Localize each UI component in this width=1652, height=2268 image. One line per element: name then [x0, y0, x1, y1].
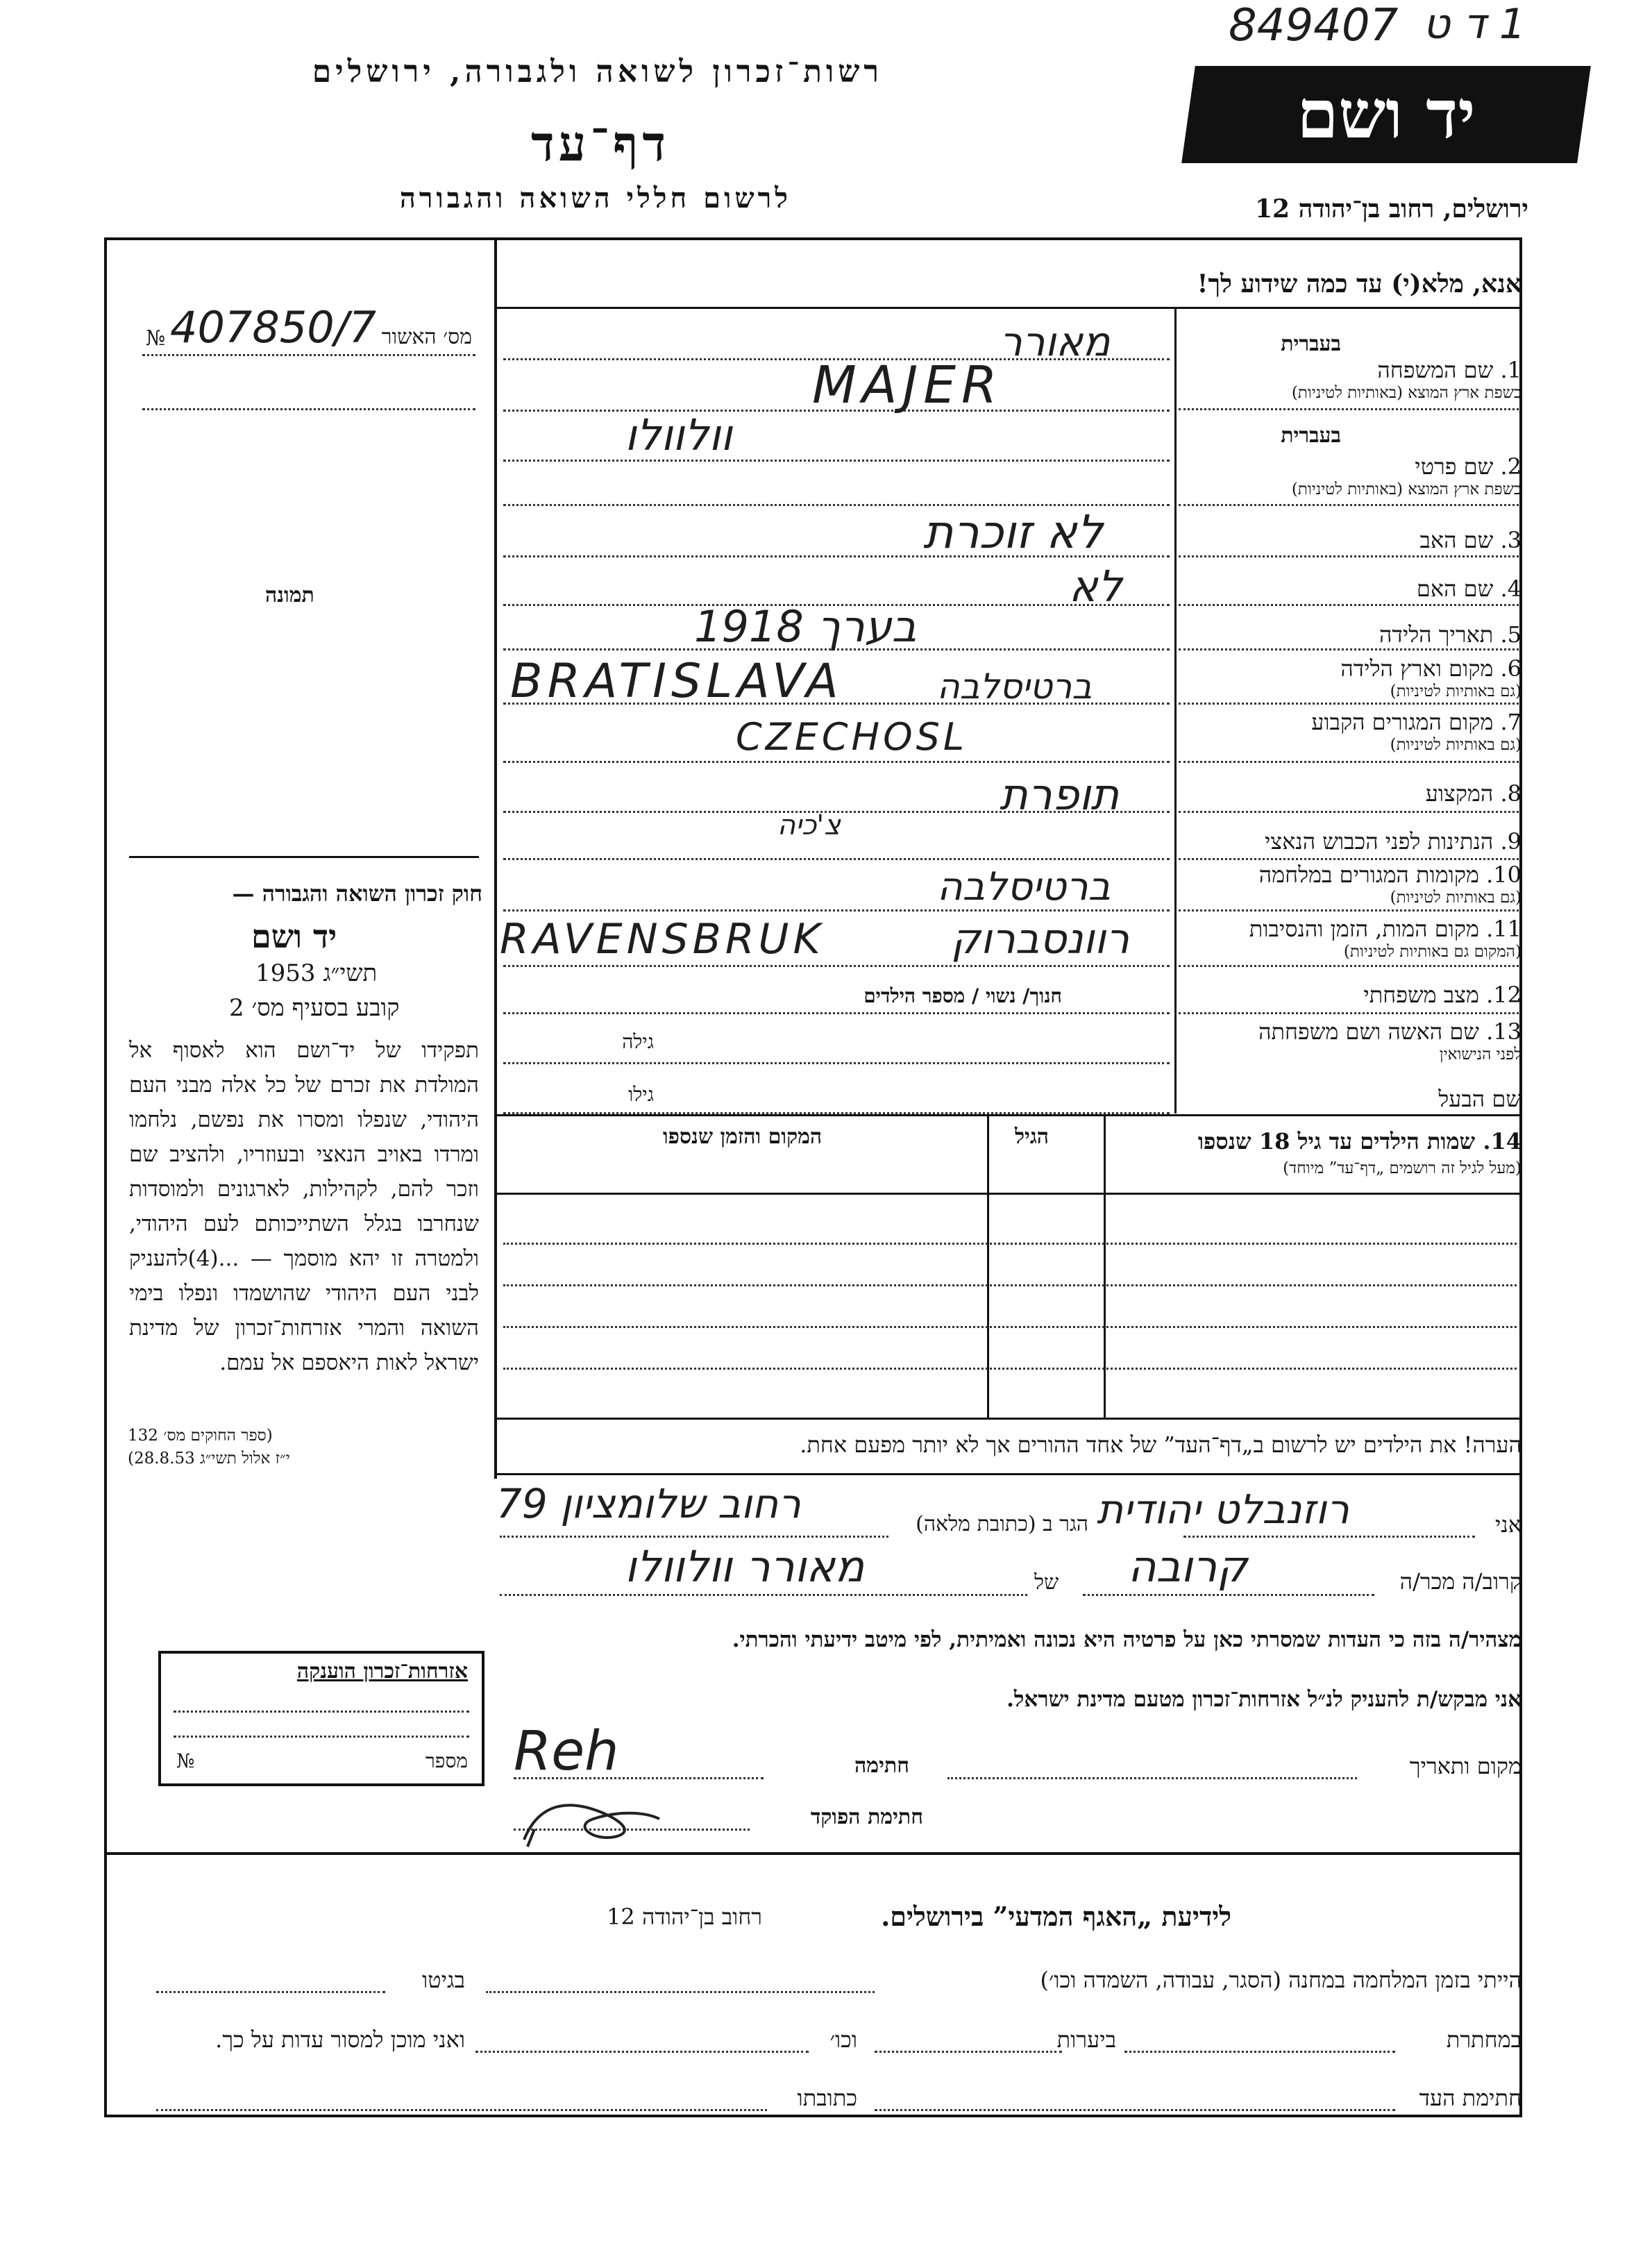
field-7	[1311, 709, 1522, 734]
decl-address-line	[500, 1536, 888, 1538]
field-2-num: 2.	[1500, 453, 1522, 480]
hw-death-latin: RAVENSBRUK	[500, 915, 825, 964]
age-label-f: גילה	[622, 1030, 654, 1053]
field-10-sub: (גם באותיות לטיניות)	[1390, 889, 1522, 907]
field-2-label: שם פרטי	[1415, 453, 1494, 480]
field-9	[1265, 829, 1522, 854]
children-row-4	[503, 1368, 1517, 1370]
children-header-rule	[497, 1193, 1521, 1195]
bottom-line3-rule-2	[156, 2109, 767, 2111]
citizenship-number-label: מספר	[425, 1749, 468, 1772]
law-box-top-rule	[129, 856, 479, 858]
field-8-rule	[1179, 811, 1519, 813]
bottom-line1-rule	[486, 1991, 875, 1993]
field-7-label: מקום המגורים הקבוע	[1311, 709, 1494, 735]
field-3	[1419, 528, 1522, 553]
field-3-rule	[1179, 555, 1519, 557]
hebrew-col-label-1: בעברית	[1281, 332, 1341, 356]
hw-wartime-place: ברטיסלבה	[937, 864, 1111, 909]
hw-relation-of: מאורר וולוולו	[625, 1541, 865, 1592]
field-12	[1363, 982, 1522, 1007]
decl-relation-line	[1083, 1594, 1374, 1596]
bottom-line2-a: במחתרת	[1446, 2026, 1522, 2053]
hw-profession: תופרת	[1000, 769, 1120, 820]
field-6-rule	[1179, 703, 1519, 705]
header-address: ירושלים, רחוב בן־יהודה 12	[1254, 194, 1528, 224]
field-10-label: מקומות המגורים במלחמה	[1258, 862, 1479, 888]
decl-signature-label: חתימה	[854, 1754, 909, 1778]
law-year: תשי״ג 1953	[255, 959, 378, 987]
answer-line-13	[503, 965, 1170, 967]
yad-vashem-logo	[1181, 66, 1591, 163]
hw-declarant-address: רחוב שלומציון 79	[496, 1480, 801, 1527]
hw-family-latin: MAJER	[812, 355, 1003, 415]
bottom-line2-c: וכו׳	[829, 2026, 857, 2053]
field-6-sub: (גם באותיות לטיניות)	[1390, 682, 1522, 700]
no-sign: №	[146, 326, 166, 351]
field-5-label: תאריך הלידה	[1379, 621, 1494, 648]
law-date: י״ז אלול תשי״ג 28.8.53)	[128, 1450, 290, 1468]
hw-birthdate: בערך 1918	[694, 601, 917, 652]
registration-number-label	[382, 325, 472, 349]
field-6-label: מקום וארץ הלידה	[1340, 655, 1494, 682]
field-1-num: 1.	[1500, 357, 1522, 383]
children-col-2	[1104, 1114, 1106, 1420]
field-12-rule	[1179, 1012, 1519, 1014]
registration-label-text: מס׳ האשור	[381, 325, 472, 349]
bottom-line1-b: בגיטו	[422, 1967, 465, 1993]
hw-mother: לא	[1069, 561, 1122, 612]
field-2-rule	[1179, 504, 1519, 506]
children-table-bottom	[497, 1418, 1521, 1420]
children-place-header: המקום והזמן שנספו	[663, 1125, 823, 1149]
frame-divider-vertical	[494, 237, 497, 1479]
field-1-rule	[1179, 408, 1519, 410]
field-7-num: 7.	[1500, 709, 1522, 735]
registration-number-value: 407850/7	[170, 302, 377, 353]
marital-options: חנוך/ נשוי / מספר הילדים	[863, 984, 1062, 1007]
bottom-line3-a: חתימת העד	[1419, 2085, 1522, 2111]
field-11-num: 11.	[1486, 916, 1522, 942]
children-age-header: הגיל	[1015, 1125, 1050, 1149]
field-9-num: 9.	[1500, 828, 1522, 855]
citizenship-no-sign: №	[176, 1749, 195, 1772]
bottom-line2-rule-1	[1124, 2051, 1395, 2053]
bottom-line2-rule-2	[875, 2051, 1062, 2053]
law-title: חוק זכרון השואה והגבורה —	[232, 880, 482, 907]
children-row-1	[503, 1243, 1517, 1245]
field-12-num: 12.	[1486, 982, 1522, 1008]
labels-divider	[1174, 308, 1177, 1114]
decl-place-date: מקום ותאריך	[1409, 1753, 1522, 1779]
field-13-label: שם האשה ושם משפחתה	[1258, 1018, 1479, 1045]
frame-divider-bottom	[104, 1852, 1522, 1855]
citizenship-title: אזרחות־זכרון הוענקה	[296, 1659, 468, 1683]
field-13-num: 13.	[1486, 1018, 1522, 1045]
field-13-sub: לפני הנישואין	[1439, 1045, 1522, 1064]
bottom-line1-a: הייתי בזמן המלחמה במחנה (הסגר, עבודה, השמדה וכו׳)	[1040, 1967, 1522, 1993]
photo-label: תמונה	[265, 583, 314, 607]
bottom-line3-b: כתובתו	[797, 2085, 857, 2111]
field-9-label: הנתינות לפני הכבוש הנאצי	[1264, 828, 1494, 855]
field-10	[1259, 862, 1522, 887]
bottom-title: לידיעת „האגף המדעי” בירושלים.	[881, 1901, 1231, 1932]
bottom-line2-b: ביערות	[1056, 2026, 1116, 2053]
decl-of-line	[500, 1594, 1027, 1596]
children-sub: (מעל לגיל זה רושמים „דף־עד” מיוחד)	[1283, 1159, 1522, 1177]
answer-line-15	[503, 1062, 1170, 1064]
field-1-label: שם המשפחה	[1377, 357, 1494, 383]
field-8	[1426, 781, 1522, 806]
bottom-line3-rule-1	[875, 2109, 1395, 2111]
field-4-label: שם האם	[1416, 576, 1494, 602]
handwritten-number: 849407	[1229, 0, 1399, 51]
husband-label: שם הבעל	[1438, 1086, 1522, 1112]
decl-officer-label: חתימת הפוקד	[810, 1805, 923, 1829]
field-11	[1249, 916, 1522, 941]
children-table-top	[497, 1114, 1521, 1116]
field-1	[1377, 358, 1522, 383]
decl-statement: מצהיר/ה בזה כי העדות שמסרתי כאן על פרטיה היא נכונה ואמיתית, לפי מיטב ידיעתי והכרתי.	[732, 1627, 1522, 1652]
hw-signature: Reh	[514, 1720, 619, 1783]
hw-residence: CZECHOSL	[736, 715, 968, 759]
officer-signature-mark	[517, 1791, 670, 1854]
officer-signature-icon	[517, 1791, 670, 1854]
citizenship-line-2	[174, 1736, 469, 1738]
field-7-sub: (גם באותיות לטיניות)	[1390, 736, 1522, 754]
decl-relative: קרוב/ה מכר/ה	[1399, 1568, 1522, 1595]
intro-instruction: אנא, מלא(י) עד כמה שידוע לך!	[1197, 269, 1522, 299]
children-col-1	[987, 1114, 989, 1420]
hw-birthplace-hebrew: ברטיסלבה	[937, 666, 1093, 707]
hw-death-hebrew: רוונסברוק	[951, 915, 1129, 964]
children-row-3	[503, 1326, 1517, 1328]
law-text: תפקידו של יד־ושם הוא לאסוף אל המולדת את זכרם של כל אלה מבני העם היהודי, שנפלו ומסרו את נפשם, נלחמו ומרדו באויב הנאצי ובעוזריו, ולהציב שם וזכר להם, לקהילות, לארגונים ולמוסדות שנחרבו בגלל השתייכותם לעם היהודי, ולמטרה זו יהא מוסמך — ...(4)להעניק לבני העם היהודי שהושמדו ונפלו בימי השואה והמרי אזרחות־זכרון של מדינת ישראל לאות היאספם אל עמם.	[129, 1038, 479, 1375]
handwritten-corner-mark: 1 ד ט	[1423, 0, 1526, 49]
field-2	[1415, 454, 1522, 479]
field-4	[1417, 576, 1522, 601]
field-13	[1258, 1019, 1522, 1044]
field-9-rule	[1179, 858, 1519, 860]
citizenship-line-1	[174, 1711, 469, 1713]
field-11-label: מקום המות, הזמן והנסיבות	[1249, 916, 1479, 942]
field-5-num: 5.	[1500, 621, 1522, 648]
memorial-citizenship-box	[158, 1651, 484, 1786]
field-7-rule	[1179, 761, 1519, 763]
law-source: (ספר החוקים מס׳ 132	[128, 1427, 273, 1445]
field-11-rule	[1179, 965, 1519, 967]
hebrew-col-label-2: בעברית	[1281, 423, 1341, 448]
registration-line	[142, 354, 475, 356]
field-11-sub: (המקום גם באותיות לטיניות)	[1343, 943, 1522, 961]
note-rule	[497, 1473, 1521, 1475]
field-10-rule	[1179, 909, 1519, 912]
hw-first-hebrew: וולוולו	[625, 410, 732, 460]
field-4-rule	[1179, 604, 1519, 606]
bottom-line1-rule-2	[156, 1991, 385, 1993]
field-8-num: 8.	[1500, 780, 1522, 807]
children-note: הערה! את הילדים יש לרשום ב„דף־העד” של אחד ההורים אך לא יותר מפעם אחת.	[800, 1431, 1522, 1458]
bottom-line2-d: ואני מוכן למסור עדות על כך.	[215, 2026, 465, 2053]
field-6	[1340, 656, 1522, 681]
field-12-label: מצב משפחתי	[1363, 982, 1479, 1008]
decl-of: של	[1034, 1570, 1059, 1595]
form-title: דף־עד	[530, 115, 670, 172]
decl-resident: הגר ב (כתובת מלאה)	[916, 1512, 1088, 1536]
field-4-num: 4.	[1500, 576, 1522, 602]
bottom-line2-rule-3	[475, 2051, 809, 2053]
answer-line-9	[503, 761, 1170, 763]
answer-line-14	[503, 1012, 1170, 1014]
hw-nationality: צ'כיה	[777, 809, 841, 841]
field-1-sub: בשפת ארץ המוצא (באותיות לטיניות)	[1291, 384, 1522, 402]
field-3-num: 3.	[1500, 527, 1522, 553]
hw-relation: קרובה	[1128, 1541, 1248, 1592]
field-3-label: שם האב	[1419, 527, 1494, 553]
field-10-num: 10.	[1486, 862, 1522, 888]
answer-line-12	[503, 909, 1170, 912]
bottom-address: רחוב בן־יהודה 12	[607, 1904, 762, 1930]
hw-father: לא זוכרת	[923, 505, 1103, 559]
law-clause: קובע בסעיף מס׳ 2	[229, 994, 400, 1022]
decl-request: אני מבקש/ת להעניק לנ״ל אזרחות־זכרון מטעם מדינת ישראל.	[1006, 1687, 1522, 1712]
registration-line-2	[142, 408, 475, 410]
field-5	[1379, 622, 1522, 647]
decl-ani: אני	[1495, 1511, 1522, 1538]
children-row-2	[503, 1284, 1517, 1286]
hw-declarant-name: רוזנבלט יהודית	[1097, 1486, 1349, 1533]
decl-place-line	[947, 1777, 1357, 1779]
law-name: יד ושם	[251, 918, 337, 955]
field-5-rule	[1179, 648, 1519, 650]
answer-line-11	[503, 858, 1170, 860]
hw-birthplace-latin: BRATISLAVA	[510, 654, 843, 709]
hw-family-hebrew: מאורר	[1000, 318, 1111, 365]
intro-rule	[497, 307, 1521, 309]
field-2-sub: בשפת ארץ המוצא (באותיות לטיניות)	[1291, 480, 1522, 498]
logo-text: יד ושם	[1297, 75, 1476, 153]
decl-name-line	[1183, 1536, 1475, 1538]
children-label: 14. שמות הילדים עד גיל 18 שנספו	[1197, 1128, 1522, 1154]
form-subtitle: לרשום חללי השואה והגבורה	[399, 182, 791, 215]
field-8-label: המקצוע	[1425, 780, 1494, 807]
authority-title: רשות־זכרון לשואה ולגבורה, ירושלים	[312, 54, 883, 90]
age-label-m: גילו	[628, 1083, 654, 1106]
answer-line-3	[503, 460, 1170, 462]
field-6-num: 6.	[1500, 655, 1522, 682]
